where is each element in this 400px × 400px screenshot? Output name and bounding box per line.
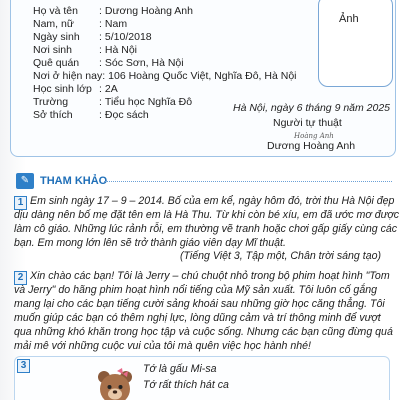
field-full-name: Họ và tên : Dương Hoàng Anh [33, 5, 193, 17]
sample-2-line-5: qua những khó khăn trong học tập và cuộc sống. Nhưng các bạn cũng đừng quá [14, 326, 393, 338]
self-introduction-card [10, 0, 396, 157]
sample-2-line-3: mang lại cho các bạn tiếng cười sảng khoái sau những giờ học căng thẳng. Tôi [14, 298, 385, 310]
sample-2-line-1: 2 Xin chào các bạn! Tôi là Jerry – chú chuột nhỏ trong bộ phim hoạt hình "Tom [14, 269, 390, 285]
photo-label: Ảnh [339, 13, 359, 25]
field-school: Trường : Tiểu học Nghĩa Đô [33, 96, 193, 108]
sample-3-box [14, 356, 390, 400]
signature-name: Dương Hoàng Anh [267, 140, 356, 152]
sample-1-line-3: làm cô giáo. Những lúc rảnh rỗi, em thường vẽ tranh hoặc chơi gấp giấy cùng các [14, 223, 398, 235]
notebook-icon: ✎ [16, 173, 34, 189]
field-birth-place: Nơi sinh : Hà Nội [33, 44, 138, 56]
field-current-address: Nơi ở hiện nay: 106 Hoàng Quốc Việt, Nghĩa Đô, Hà Nội [33, 70, 297, 82]
sample-2-line-2: và Jerry" do hãng phim hoạt hình nổi tiếng của Mỹ sản xuất. Tôi luôn cố gắng [14, 284, 377, 296]
field-gender: Nam, nữ : Nam [33, 18, 128, 30]
handwritten-signature: Hoàng Anh [294, 132, 334, 140]
reference-title: THAM KHẢO [40, 175, 108, 187]
sample-3-number: 3 [17, 359, 30, 373]
sample-2-line-6: mải mê với những cuộc vui của tôi mà quên việc học hành nhé! [14, 340, 311, 352]
sample-1-source: (Tiếng Việt 3, Tập một, Chân trời sáng tạo) [180, 250, 382, 262]
sample-3-line-2: Tớ rất thích hát ca [143, 379, 229, 391]
signature-role: Người tự thuật [273, 117, 342, 129]
signature-place-date: Hà Nội, ngày 6 tháng 9 năm 2025 [233, 102, 391, 114]
bear-icon [95, 367, 135, 400]
sample-2-line-4: muốn giúp các bạn có thêm nghị lực, lòng dũng cảm và trí thông minh để vượt [14, 312, 381, 324]
photo-placeholder [318, 0, 393, 87]
sample-2-number: 2 [14, 271, 27, 285]
sample-1-line-1: 1 Em sinh ngày 17 – 9 – 2014. Bố của em kể, ngày hôm đó, trời thu Hà Nội đẹp [14, 194, 394, 210]
sample-1-line-4: bạn. Em mong lớn lên sẽ trở thành giáo viên dạy Mĩ thuật. [14, 237, 286, 249]
sample-3-line-1: Tớ là gấu Mi-sa [143, 363, 217, 375]
field-class: Học sinh lớp : 2A [33, 83, 118, 95]
field-hometown: Quê quán : Sóc Sơn, Hà Nội [33, 57, 184, 69]
section-divider [104, 181, 392, 182]
field-birth-date: Ngày sinh : 5/10/2018 [33, 31, 152, 43]
sample-1-line-2: dịu dàng nên bố mẹ đặt tên em là Hà Thu. Từ khi còn bé xíu, em đã ước mơ được [14, 209, 400, 221]
sample-1-number: 1 [14, 196, 27, 210]
field-hobby: Sở thích : Đọc sách [33, 109, 149, 121]
